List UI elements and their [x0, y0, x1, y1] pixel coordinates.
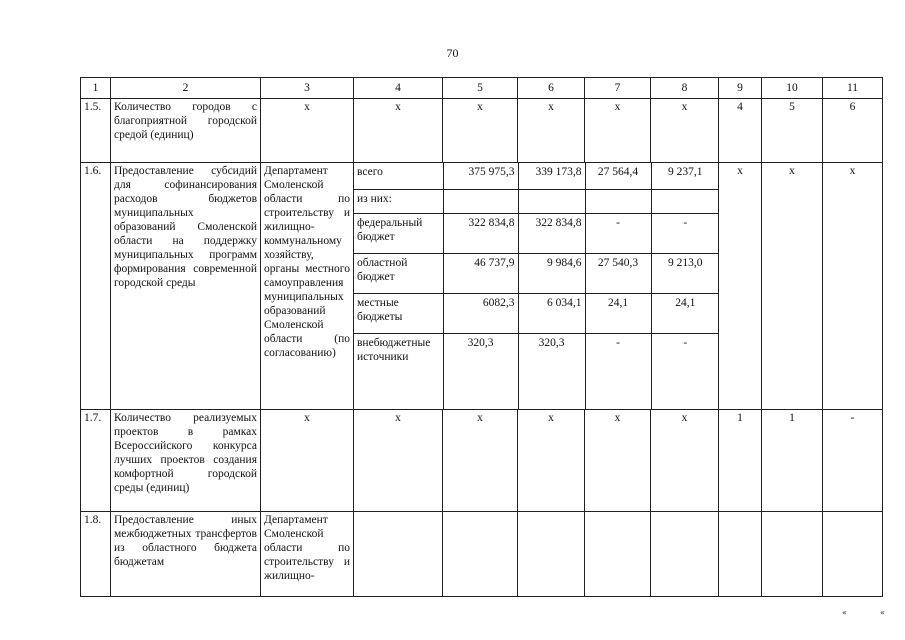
cell-value: х [261, 99, 354, 163]
funding-row [354, 213, 719, 253]
executor-name: Департамент Смоленской области по строительству и жилищно-коммунальному хозяйству, органы местного самоуправления муниципальных образований Смоленской области (по согласованию) [261, 163, 354, 410]
header-cell: 9 [719, 78, 762, 99]
cell-value [443, 189, 518, 213]
measure-name: Предоставление субсидий для софинансирования расходов бюджетов муниципальных образований Смоленской области на поддержку муниципальных программ формирования современной городской среды [111, 163, 261, 410]
funding-table [354, 163, 719, 409]
row-number: 1.5. [81, 99, 111, 163]
funding-breakdown [354, 163, 719, 410]
cell-value: 4 [719, 99, 762, 163]
empty-cell [719, 512, 762, 597]
funding-row [354, 293, 719, 333]
table-row [81, 512, 883, 597]
header-cell: 11 [823, 78, 883, 99]
cell-value: х [518, 99, 585, 163]
cell-value: х [762, 163, 823, 410]
row-number: 1.6. [81, 163, 111, 410]
empty-cell [762, 512, 823, 597]
cell-value: - [651, 213, 719, 253]
source-label: всего [354, 163, 443, 189]
empty-cell [823, 512, 883, 597]
row-number: 1.7. [81, 410, 111, 512]
source-label: внебюджетные источники [354, 333, 443, 409]
cell-value: 24,1 [651, 293, 719, 333]
header-cell: 8 [651, 78, 719, 99]
cell-value: х [518, 410, 585, 512]
cell-value: 9 213,0 [651, 253, 719, 293]
cell-value: 27 540,3 [585, 253, 651, 293]
funding-row [354, 163, 719, 189]
cell-value: х [443, 410, 518, 512]
program-table [80, 77, 883, 597]
cell-value: 6 034,1 [518, 293, 585, 333]
header-cell: 1 [81, 78, 111, 99]
cell-value: 375 975,3 [443, 163, 518, 189]
page-number: 70 [446, 46, 459, 60]
cell-value [518, 189, 585, 213]
measure-name: Предоставление иных межбюджетных трансфертов из областного бюджета бюджетам [111, 512, 261, 597]
header-cell: 6 [518, 78, 585, 99]
cell-value: 9 237,1 [651, 163, 719, 189]
indicator-name: Количество городов с благоприятной городской средой (единиц) [111, 99, 261, 163]
cell-value: - [651, 333, 719, 409]
row-number: 1.8. [81, 512, 111, 597]
executor-name: Департамент Смоленской области по строительству и жилищно- [261, 512, 354, 597]
header-cell: 4 [354, 78, 443, 99]
cell-value: х [354, 410, 443, 512]
cell-value: - [585, 333, 651, 409]
cell-value: х [651, 99, 719, 163]
cell-value: - [585, 213, 651, 253]
cell-value: х [443, 99, 518, 163]
cell-value: 27 564,4 [585, 163, 651, 189]
empty-cell [354, 512, 443, 597]
source-label: из них: [354, 189, 443, 213]
header-cell: 2 [111, 78, 261, 99]
cell-value: 320,3 [518, 333, 585, 409]
cell-value: х [651, 410, 719, 512]
cell-value: х [354, 99, 443, 163]
header-cell: 3 [261, 78, 354, 99]
header-row [81, 78, 883, 99]
cell-value: 6 [823, 99, 883, 163]
header-cell: 7 [585, 78, 651, 99]
source-label: федеральный бюджет [354, 213, 443, 253]
cell-value: - [823, 410, 883, 512]
cell-value: 24,1 [585, 293, 651, 333]
funding-row [354, 333, 719, 409]
table-row [81, 163, 883, 410]
cell-value [585, 189, 651, 213]
empty-cell [651, 512, 719, 597]
cell-value: 5 [762, 99, 823, 163]
empty-cell [443, 512, 518, 597]
cell-value: 320,3 [443, 333, 518, 409]
indicator-name: Количество реализуемых проектов в рамках Всероссийского конкурса лучших проектов создания комфортной городской среды (единиц) [111, 410, 261, 512]
cell-value: х [585, 410, 651, 512]
empty-cell [585, 512, 651, 597]
header-cell: 5 [443, 78, 518, 99]
cell-value: 339 173,8 [518, 163, 585, 189]
cell-value: 1 [762, 410, 823, 512]
cell-value: х [261, 410, 354, 512]
header-cell: 10 [762, 78, 823, 99]
cell-value: 322 834,8 [443, 213, 518, 253]
funding-row [354, 189, 719, 213]
cell-value: 46 737,9 [443, 253, 518, 293]
table-row [81, 410, 883, 512]
cell-value [651, 189, 719, 213]
cell-value: 1 [719, 410, 762, 512]
funding-row [354, 253, 719, 293]
source-label: областной бюджет [354, 253, 443, 293]
cell-value: 9 984,6 [518, 253, 585, 293]
corner-mark: « [842, 608, 847, 617]
cell-value: 322 834,8 [518, 213, 585, 253]
corner-mark: « [880, 608, 885, 617]
empty-cell [518, 512, 585, 597]
cell-value: х [585, 99, 651, 163]
cell-value: х [719, 163, 762, 410]
source-label: местные бюджеты [354, 293, 443, 333]
cell-value: 6082,3 [443, 293, 518, 333]
table-row [81, 99, 883, 163]
cell-value: х [823, 163, 883, 410]
